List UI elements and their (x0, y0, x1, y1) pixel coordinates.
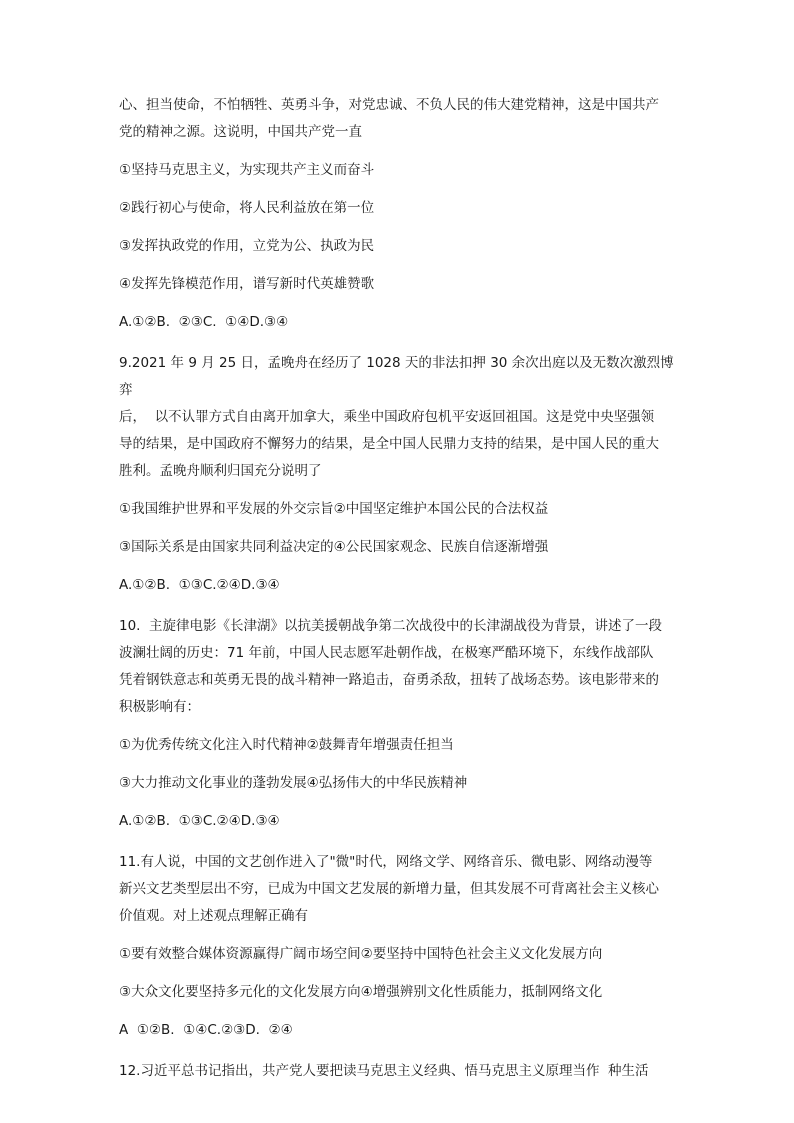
q9-stem-line-1: 9.2021 年 9 月 25 日，孟晚舟在经历了 1028 天的非法扣押 30 余次出庭以及无数次激烈博弈 (119, 355, 674, 398)
q10-stem-line-2: 波澜壮阔的历史：71 年前，中国人民志愿军赴朝作战，在极寒严酷环境下，东线作战部队 (119, 645, 654, 661)
q9-choices: A.①②B. ①③C.②④D.③④ (119, 577, 280, 593)
q8-option-3: ③发挥执政党的作用，立党为公、执政为民 (119, 238, 375, 254)
q12-stem-line-1: 12.习近平总书记指出，共产党人要把读马克思主义经典、悟马克思主义原理当作 种生活 (119, 1063, 649, 1079)
q11-stem-line-2: 新兴文艺类型层出不穷，已成为中国文艺发展的新增力量，但其发展不可背离社会主义核心 (119, 881, 659, 897)
intro-line-2: 党的精神之源。这说明，中国共产党一直 (119, 124, 362, 140)
q9-stem-line-4: 胜利。孟晚舟顺利归国充分说明了 (119, 463, 322, 479)
q11-choices: A ①②B. ①④C.②③D. ②④ (119, 1022, 293, 1038)
q9-stem-line-2: 后， 以不认罪方式自由离开加拿大，乘坐中国政府包机平安返回祖国。这是党中央坚强领 (119, 409, 655, 425)
q10-option-1: ①为优秀传统文化注入时代精神②鼓舞青年增强责任担当 (119, 737, 454, 753)
q10-stem-line-4: 积极影响有： (119, 699, 200, 715)
q8-choices: A.①②B. ②③C. ①④D.③④ (119, 314, 289, 330)
exam-page (119, 92, 684, 1085)
intro-line-1: 心、担当使命，不怕牺牲、英勇斗争，对党忠诚、不负人民的伟大建党精神，这是中国共产 (119, 97, 659, 113)
q11-stem-line-3: 价值观。对上述观点理解正确有 (119, 908, 308, 924)
q8-option-2: ②践行初心与使命，将人民利益放在第一位 (119, 200, 375, 216)
q10-choices: A.①②B. ①③C.②④D.③④ (119, 813, 280, 829)
q10-stem-line-1: 10. 主旋律电影《长津湖》以抗美援朝战争第二次战役中的长津湖战役为背景，讲述了一段 (119, 618, 663, 634)
q11-stem-line-1: 11.有人说，中国的文艺创作进入了"微"时代，网络文学、网络音乐、微电影、网络动漫等 (119, 854, 653, 870)
q11-option-2: ③大众文化要坚持多元化的文化发展方向④增强辨别文化性质能力，抵制网络文化 (119, 984, 603, 1000)
q8-option-4: ④发挥先锋模范作用，谱写新时代英雄赞歌 (119, 276, 375, 292)
q10-option-2: ③大力推动文化事业的蓬勃发展④弘扬伟大的中华民族精神 (119, 775, 468, 791)
q11-option-1: ①要有效整合媒体资源赢得广阔市场空间②要坚持中国特色社会主义文化发展方向 (119, 946, 603, 962)
q9-option-2: ③国际关系是由国家共同利益决定的④公民国家观念、民族自信逐渐增强 (119, 539, 549, 555)
q9-stem-line-3: 导的结果，是中国政府不懈努力的结果，是全中国人民鼎力支持的结果，是中国人民的重大 (119, 436, 659, 452)
q8-option-1: ①坚持马克思主义，为实现共产主义而奋斗 (119, 162, 375, 178)
q10-stem-line-3: 凭着钢铁意志和英勇无畏的战斗精神一路追击，奋勇杀敌，扭转了战场态势。该电影带来的 (119, 672, 659, 688)
q9-option-1: ①我国维护世界和平发展的外交宗旨②中国坚定维护本国公民的合法权益 (119, 501, 549, 517)
